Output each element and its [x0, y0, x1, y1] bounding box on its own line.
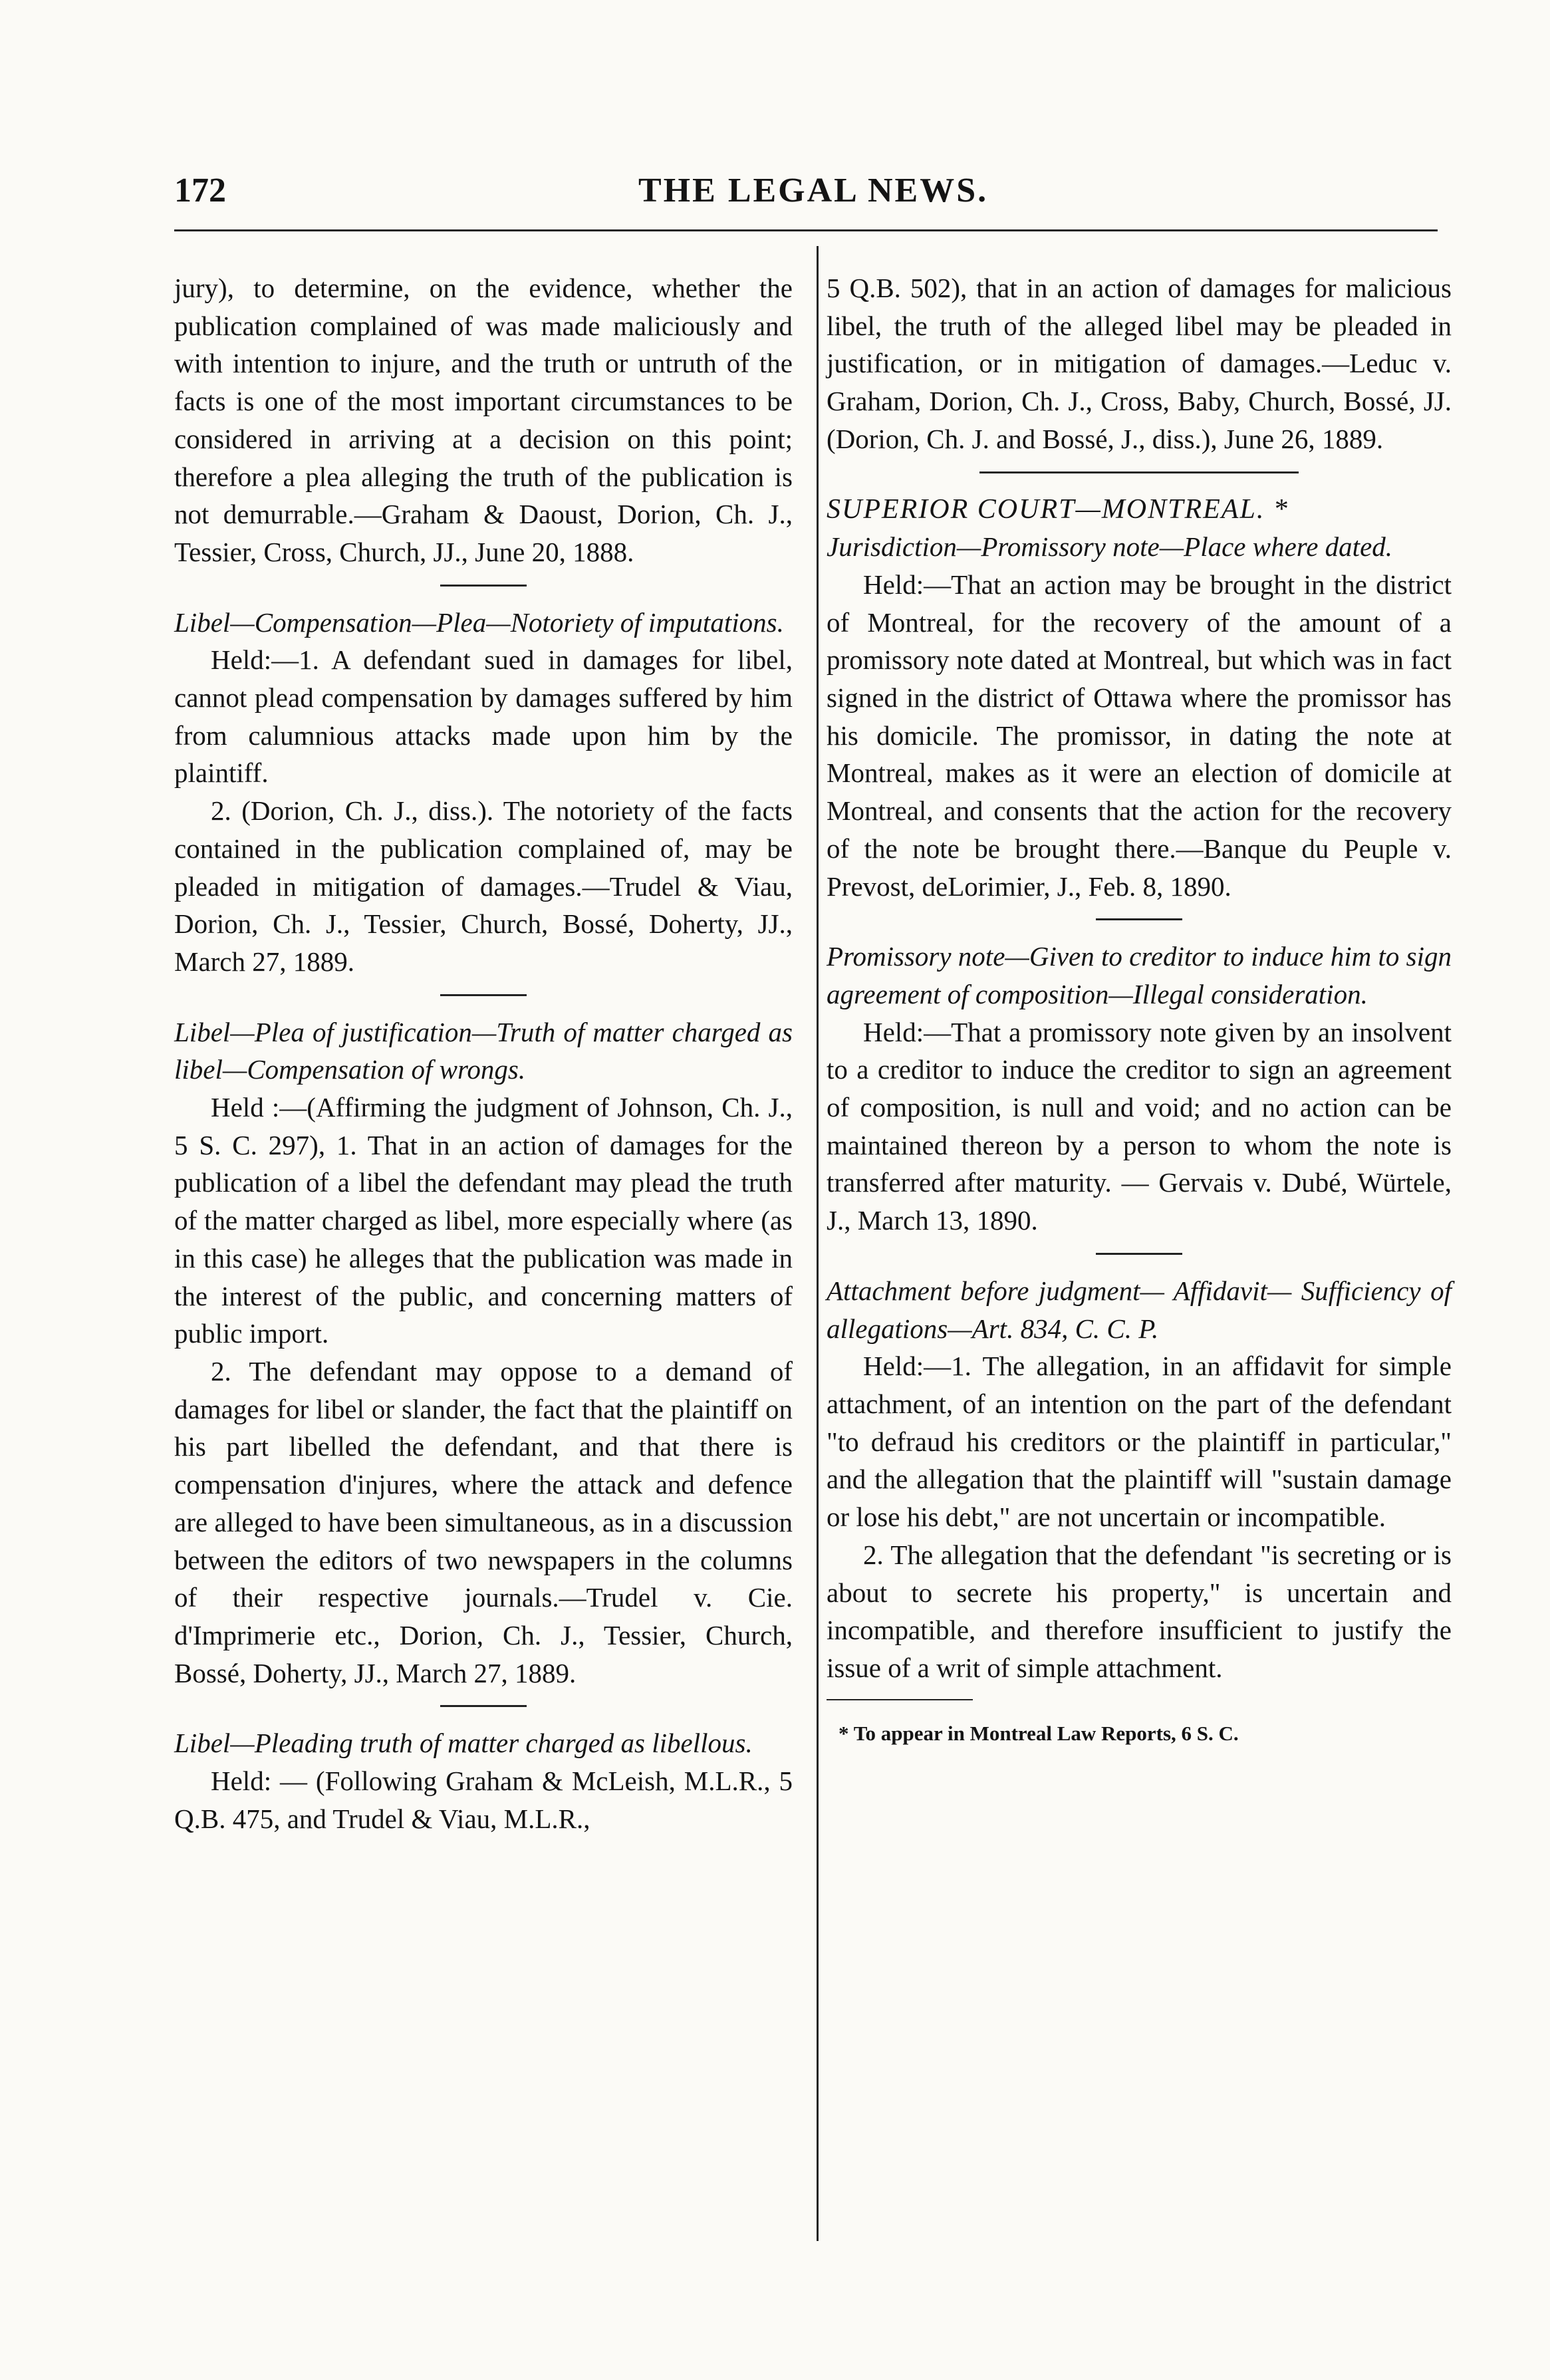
paragraph: 2. The defendant may oppose to a demand of damages for libel or slander, the fact that the plaintiff on his part libelled the defendant, and that there is compensation d'injures, where the attack and defence are alleged to have been simultaneous, as in a discussion between the editors of two newspapers in the columns of their respective journals.—Trudel v. Cie. d'Imprimerie etc., Dorion, Ch. J., Tessier, Church, Bossé, Doherty, JJ., March 27, 1889.: [174, 1355, 793, 1688]
paragraph: 2. (Dorion, Ch. J., diss.). The notoriety of the facts contained in the publication complained of, may be pleaded in mitigation of damages.—Trudel & Viau, Dorion, Ch. J., Tessier, Church, Bossé, Doherty, JJ., March 27, 1889.: [174, 795, 793, 977]
paragraph: Held: — (Following Graham & McLeish, M.L.R., 5 Q.B. 475, and Trudel & Viau, M.L.R.,: [174, 1766, 793, 1834]
case-heading: Attachment before judgment— Affidavit— Sufficiency of allegations—Art. 834, C. C. P.: [827, 1275, 1452, 1344]
right-column: [827, 269, 1452, 1752]
section-rule: [1096, 918, 1182, 920]
paragraph: Held:—That an action may be brought in the district of Montreal, for the recovery of the amount of a promissory note dated at Montreal, but which was in fact signed in the district of Ottawa where the promissor has his domicile. The promissor, in dating the note at Montreal, makes as it were an election of domicile at Montreal, and consents that the action for the recovery of the note be brought there.—Banque du Peuple v. Prevost, deLorimier, J., Feb. 8, 1890.: [827, 569, 1452, 902]
left-column: [174, 269, 793, 1837]
case-heading: Libel—Compensation—Plea—Notoriety of imputations.: [174, 606, 784, 638]
journal-title: THE LEGAL NEWS.: [638, 172, 989, 209]
header-rule: [174, 229, 1438, 231]
footnote-rule: [827, 1699, 973, 1700]
paragraph: 5 Q.B. 502), that in an action of damages for malicious libel, the truth of the alleged libel may be pleaded in justification, or in mitigation of damages.—Leduc v. Graham, Dorion, Ch. J., Cross, Baby, Church, Bossé, JJ. (Dorion, Ch. J. and Bossé, J., diss.), June 26, 1889.: [827, 273, 1452, 454]
case-heading: Libel—Pleading truth of matter charged as libellous.: [174, 1728, 753, 1759]
page-header: [0, 163, 1550, 223]
paragraph: 2. The allegation that the defendant "is secreting or is about to secrete his property," is uncertain and incompatible, and therefore insufficient to justify the issue of a writ of simple attachment.: [827, 1539, 1452, 1683]
paragraph: Held:—That a promissory note given by an insolvent to a creditor to induce the creditor to sign an agreement of composition, is null and void; and no action can be maintained thereon by a person to whom the note is transferred after maturity. — Gervais v. Dubé, Würtele, J., March 13, 1890.: [827, 1016, 1452, 1236]
section-rule: [979, 471, 1299, 473]
paragraph: Held :—(Affirming the judgment of Johnson, Ch. J., 5 S. C. 297), 1. That in an action of damages for the publication of a libel the defendant may plead the truth of the matter charged as libel, more especially where (as in this case) he alleges that the publication was made in the interest of the public, and concerning matters of public import.: [174, 1092, 793, 1349]
paragraph: jury), to determine, on the evidence, whether the publication complained of was made maliciously and with intention to injure, and the truth or untruth of the facts is one of the most important circumstances to be considered in arriving at a decision on this point; therefore a plea alleging the truth of the publication is not demurrable.—Graham & Daoust, Dorion, Ch. J., Tessier, Cross, Church, JJ., June 20, 1888.: [174, 273, 793, 567]
paragraph: Held:—1. A defendant sued in damages for libel, cannot plead compensation by damages suffered by him from calumnious attacks made upon him by the plaintiff.: [174, 644, 793, 789]
case-heading: Jurisdiction—Promissory note—Place where dated.: [827, 531, 1393, 563]
case-heading: Libel—Plea of justification—Truth of matter charged as libel—Compensation of wrongs.: [174, 1016, 793, 1085]
footnote: * To appear in Montreal Law Reports, 6 S. C.: [839, 1721, 1239, 1745]
section-rule: [440, 994, 527, 996]
case-heading: Promissory note—Given to creditor to induce him to sign agreement of composition—Illegal consideration.: [827, 941, 1452, 1009]
section-rule: [440, 585, 527, 587]
paragraph: Held:—1. The allegation, in an affidavit for simple attachment, of an intention on the part of the defendant "to defraud his creditors or the plaintiff in particular," and the allegation that the plaintiff will "sustain damage or lose his debt," are not uncertain or incompatible.: [827, 1351, 1452, 1533]
column-divider: [817, 246, 819, 2241]
section-rule: [440, 1705, 527, 1707]
section-rule: [1096, 1253, 1182, 1255]
page-number: 172: [174, 172, 226, 209]
section-title: SUPERIOR COURT—MONTREAL. *: [827, 493, 1289, 525]
